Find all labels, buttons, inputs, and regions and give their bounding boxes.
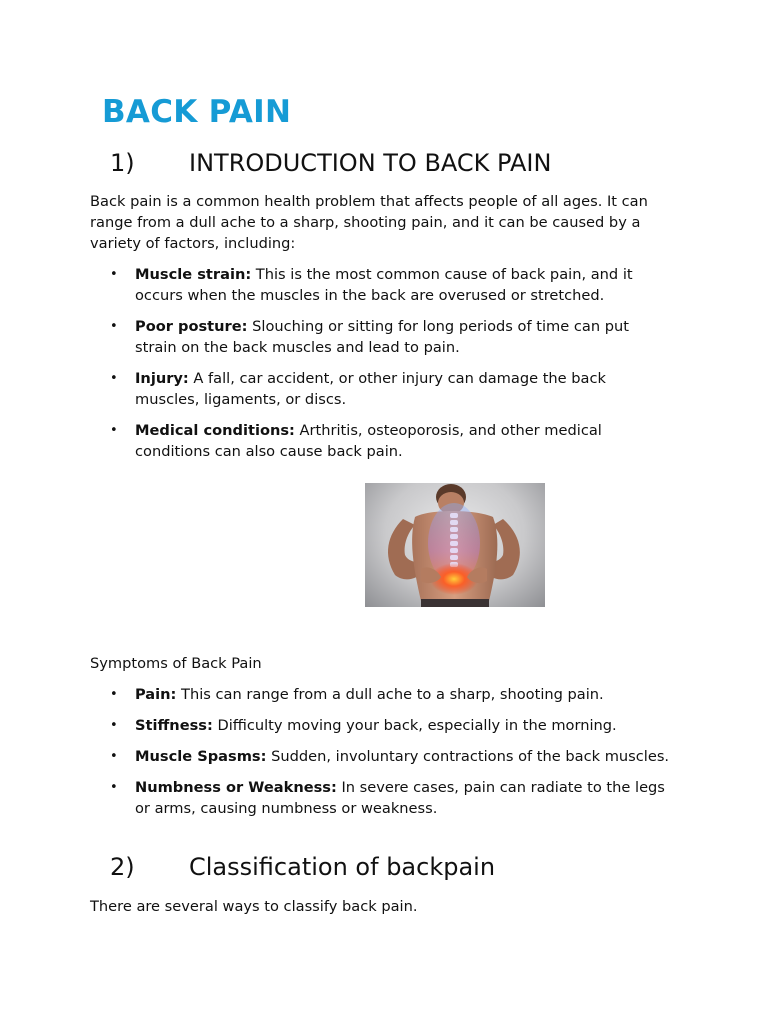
section-heading-classification (110, 852, 495, 882)
list-item (90, 746, 670, 767)
item-term: Muscle Spasms: (135, 748, 267, 765)
symptoms-heading: Symptoms of Back Pain (90, 655, 262, 672)
item-text: Sudden, involuntary contractions of the back muscles. (266, 748, 670, 765)
list-item (90, 684, 670, 705)
symptoms-list (90, 684, 670, 829)
list-item (90, 368, 670, 410)
list-item (90, 316, 670, 358)
item-text: Slouching or sitting for long periods of time can put strain on the back muscles and lead to pain. (135, 318, 629, 356)
bullet-icon: • (110, 687, 118, 702)
item-text: Arthritis, osteoporosis, and other medical conditions can also cause back pain. (135, 422, 602, 460)
item-term: Stiffness: (135, 717, 213, 734)
bullet-icon: • (110, 749, 118, 764)
bullet-icon: • (110, 423, 118, 438)
item-term: Numbness or Weakness: (135, 779, 337, 796)
list-item (90, 420, 670, 462)
bullet-icon: • (110, 371, 118, 386)
bullet-icon: • (110, 267, 118, 282)
item-text: A fall, car accident, or other injury can damage the back muscles, ligaments, or discs. (135, 370, 606, 408)
section-heading-introduction (110, 148, 551, 178)
intro-paragraph: Back pain is a common health problem that affects people of all ages. It can range from a dull ache to a sharp, shooting pain, and it can be caused by a variety of factors, including: (90, 193, 648, 252)
classification-paragraph: There are several ways to classify back pain. (90, 898, 418, 915)
list-item (90, 264, 670, 306)
item-text: In severe cases, pain can radiate to the legs or arms, causing numbness or weakness. (135, 779, 665, 817)
item-text: Difficulty moving your back, especially in the morning. (212, 717, 617, 734)
item-term: Injury: (135, 370, 189, 387)
section-heading-text: INTRODUCTION TO BACK PAIN (189, 149, 552, 177)
item-term: Muscle strain: (135, 266, 252, 283)
bullet-icon: • (110, 780, 118, 795)
back-pain-illustration (365, 483, 545, 607)
causes-list (90, 264, 670, 472)
section-number: 1) (110, 149, 135, 177)
section-heading-text: Classification of backpain (189, 853, 496, 881)
item-text: This is the most common cause of back pain, and it occurs when the muscles in the back are overused or stretched. (135, 266, 633, 304)
list-item (90, 777, 670, 819)
item-term: Pain: (135, 686, 177, 703)
document-title: BACK PAIN (102, 94, 292, 130)
list-item (90, 715, 670, 736)
item-term: Poor posture: (135, 318, 248, 335)
bullet-icon: • (110, 718, 118, 733)
section-number: 2) (110, 853, 135, 881)
item-text: This can range from a dull ache to a sharp, shooting pain. (176, 686, 604, 703)
item-term: Medical conditions: (135, 422, 295, 439)
bullet-icon: • (110, 319, 118, 334)
